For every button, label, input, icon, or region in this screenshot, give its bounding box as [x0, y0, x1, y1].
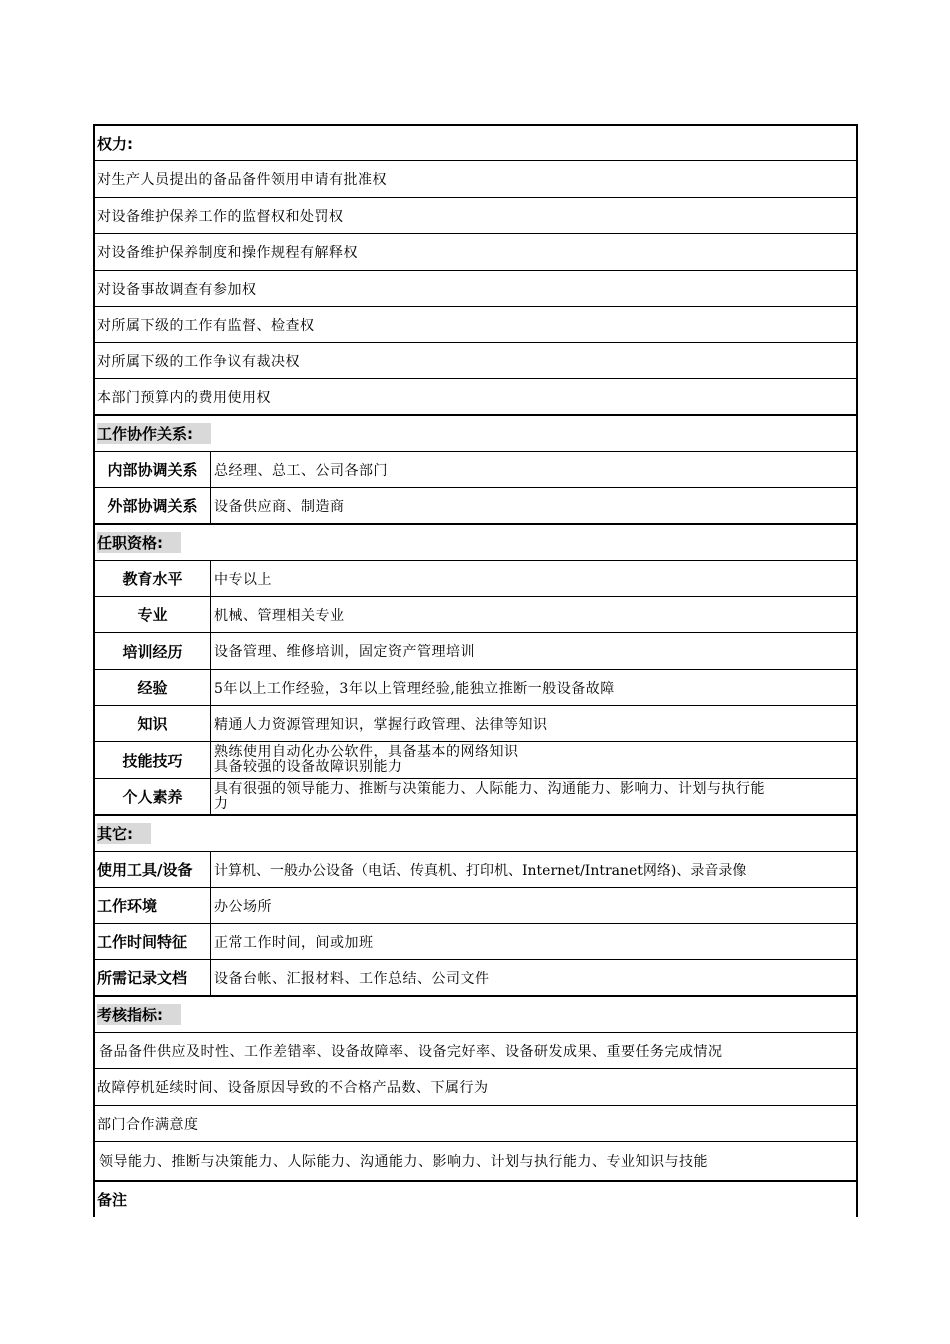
qualifications-section-header — [95, 525, 856, 561]
cooperation-row-external: 外部协调关系 设备供应商、制造商 — [95, 488, 856, 525]
other-section-header — [95, 816, 856, 852]
authority-item: 本部门预算内的费用使用权 — [95, 379, 856, 416]
remarks-section-header — [95, 1182, 856, 1217]
assessment-item: 备品备件供应及时性、工作差错率、设备故障率、设备完好率、设备研发成果、重要任务完成情况 — [95, 1033, 856, 1069]
authority-item: 对所属下级的工作有监督、检查权 — [95, 307, 856, 343]
qualification-row-knowledge: 知识 精通人力资源管理知识，掌握行政管理、法律等知识 — [95, 706, 856, 742]
remarks-heading: 备注 — [97, 1191, 128, 1209]
assessment-section-header — [95, 997, 856, 1033]
qualification-row-personal-quality: 个人素养 具有很强的领导能力、推断与决策能力、人际能力、沟通能力、影响力、计划与执行能 力 — [95, 779, 856, 816]
authority-section-header — [95, 126, 856, 161]
assessment-item: 故障停机延续时间、设备原因导致的不合格产品数、下属行为 — [95, 1069, 856, 1106]
cooperation-heading: 工作协作关系: — [97, 423, 211, 444]
authority-item: 对生产人员提出的备品备件领用申请有批准权 — [95, 161, 856, 198]
other-row-work-time: 工作时间特征 正常工作时间，间或加班 — [95, 924, 856, 960]
qualification-row-training: 培训经历 设备管理、维修培训，固定资产管理培训 — [95, 633, 856, 670]
authority-item: 对设备维护保养制度和操作规程有解释权 — [95, 234, 856, 271]
assessment-item: 部门合作满意度 — [95, 1106, 856, 1142]
authority-item: 对设备维护保养工作的监督权和处罚权 — [95, 198, 856, 234]
cooperation-row-internal: 内部协调关系 总经理、总工、公司各部门 — [95, 452, 856, 488]
other-heading: 其它: — [97, 823, 151, 844]
other-row-environment: 工作环境 办公场所 — [95, 888, 856, 924]
qualifications-heading: 任职资格: — [97, 532, 181, 553]
qualification-row-major: 专业 机械、管理相关专业 — [95, 597, 856, 633]
cooperation-section-header — [95, 416, 856, 452]
qualification-row-experience: 经验 5年以上工作经验，3年以上管理经验,能独立推断一般设备故障 — [95, 670, 856, 706]
authority-item: 对所属下级的工作争议有裁决权 — [95, 343, 856, 379]
other-row-tools: 使用工具/设备 计算机、一般办公设备（电话、传真机、打印机、Internet/Intranet网络)、录音录像 — [95, 852, 856, 888]
qualification-row-education: 教育水平 中专以上 — [95, 561, 856, 597]
other-row-documents: 所需记录文档 设备台帐、汇报材料、工作总结、公司文件 — [95, 960, 856, 997]
authority-item: 对设备事故调查有参加权 — [95, 271, 856, 307]
authority-heading: 权力: — [97, 134, 133, 153]
assessment-item: 领导能力、推断与决策能力、人际能力、沟通能力、影响力、计划与执行能力、专业知识与技能 — [95, 1142, 856, 1182]
assessment-heading: 考核指标: — [97, 1004, 181, 1025]
qualification-row-skills: 技能技巧 熟练使用自动化办公软件，具备基本的网络知识 具备较强的设备故障识别能力 — [95, 742, 856, 779]
job-description-table — [93, 124, 858, 1217]
